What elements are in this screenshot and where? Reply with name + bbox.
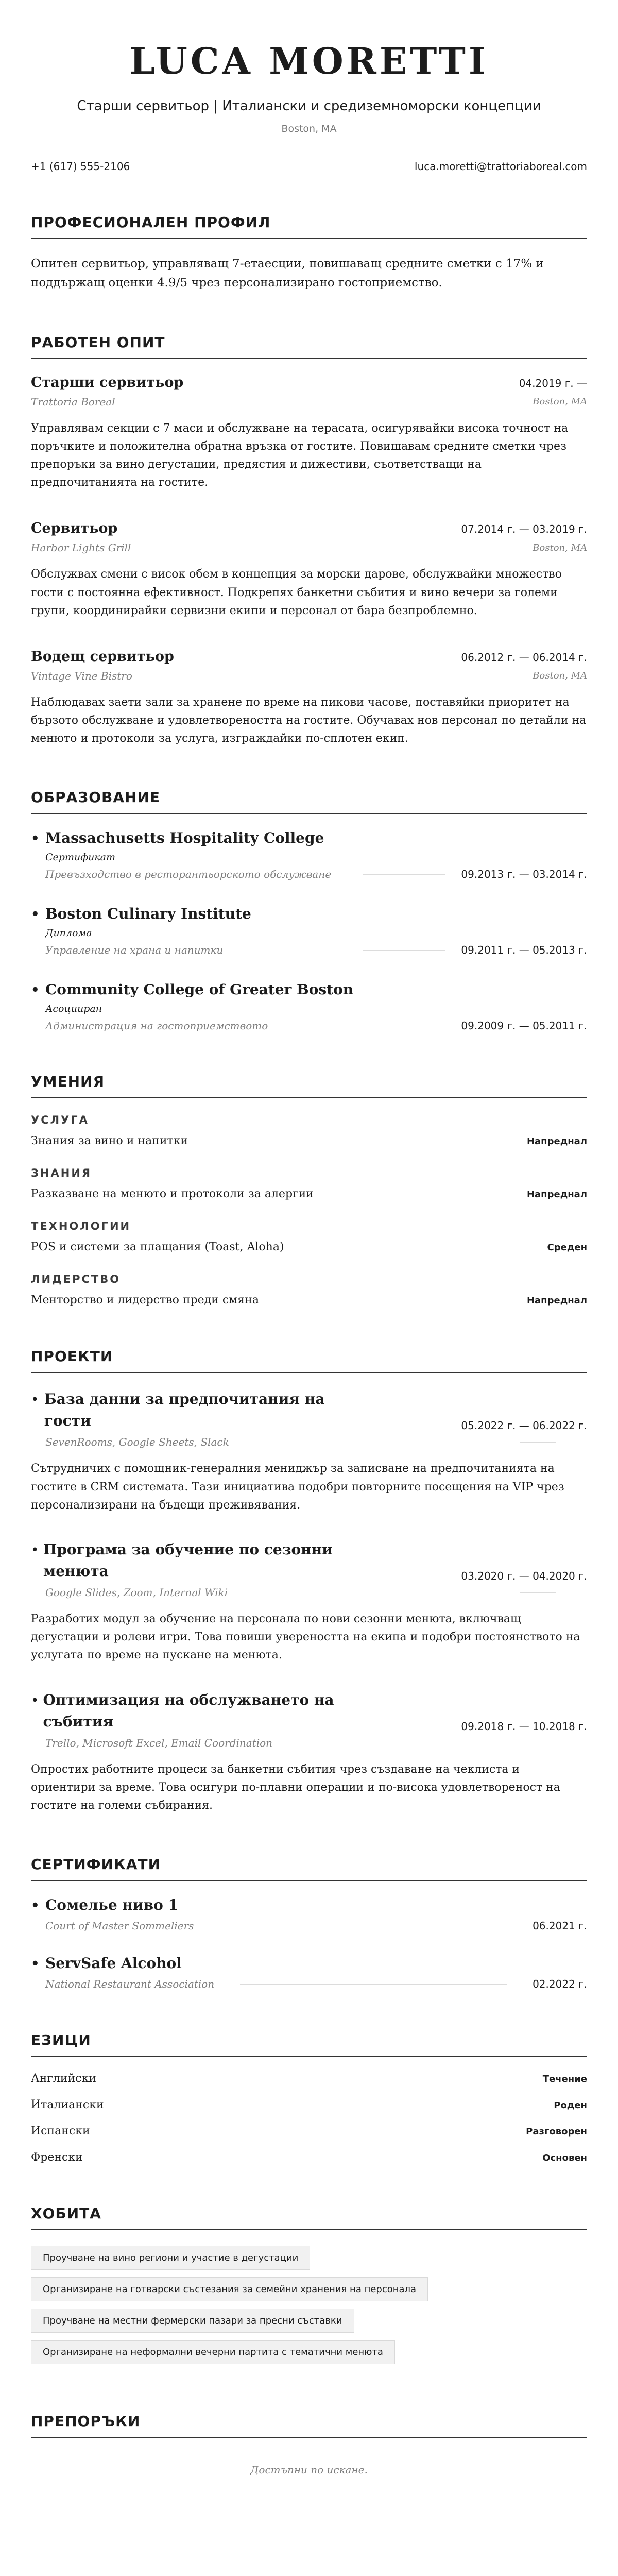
certificate-name: ServSafe Alcohol bbox=[45, 1955, 182, 1972]
project-item bbox=[31, 1388, 587, 1514]
field-of-study: Превъзходство в ресторантьорското обслужване bbox=[45, 868, 332, 881]
bullet-icon: • bbox=[31, 1956, 40, 1972]
job-title: Старши сервитьор bbox=[31, 374, 184, 391]
hobby-tags bbox=[31, 2246, 587, 2371]
language-name: Английски bbox=[31, 2072, 96, 2086]
divider bbox=[244, 401, 502, 402]
project-dates: 09.2018 г. — 10.2018 г. bbox=[461, 1720, 587, 1733]
language-level: Течение bbox=[542, 2074, 587, 2085]
skill-name: Знания за вино и напитки bbox=[31, 1134, 188, 1148]
project-item bbox=[31, 1539, 587, 1665]
section-title: ПРОФЕСИОНАЛЕН ПРОФИЛ bbox=[31, 214, 587, 239]
experience-item bbox=[31, 375, 587, 492]
skill-group bbox=[31, 1220, 587, 1253]
headline: Старши сервитьор | Италиански и средиземноморски концепции bbox=[77, 98, 541, 114]
section-title: ЕЗИЦИ bbox=[31, 2031, 587, 2057]
divider bbox=[363, 874, 445, 875]
bullet-icon: • bbox=[31, 1898, 40, 1914]
project-name: Програма за обучение по сезонни менюта bbox=[43, 1541, 333, 1580]
certificate-name: Сомелье ниво 1 bbox=[45, 1896, 179, 1914]
education-item bbox=[31, 905, 587, 956]
skill-group bbox=[31, 1167, 587, 1200]
language-name: Френски bbox=[31, 2151, 83, 2164]
profile-text: Опитен сервитьор, управляващ 7-етаесции, повишаващ средните сметки с 17% и поддържащ оценки 4.9/5 чрез персонализирано гостоприемство. bbox=[31, 257, 544, 290]
project-description: Разработих модул за обучение на персонала по нови сезонни менюта, включващ дегустации и ролеви игри. Това повиши увереността на екипа и подобри постоянството на услугата по време на пускане на менюта. bbox=[31, 1613, 580, 1662]
skill-category: ЛИДЕРСТВО bbox=[31, 1273, 121, 1286]
email: luca.moretti@trattoriaboreal.com bbox=[414, 160, 587, 173]
job-description: Обслужвах смени с висок обем в концепция за морски дарове, обслужвайки множество гости с постоянна ефективност. Подкрепях банкетни събития и вино вечери за големи групи, координирайки сервизни екипи и персонал от бара безпроблемно. bbox=[31, 568, 562, 617]
divider bbox=[520, 1442, 556, 1443]
certificates-section bbox=[31, 1856, 587, 1990]
school-name: Massachusetts Hospitality College bbox=[45, 829, 324, 847]
certificate-item bbox=[31, 1955, 587, 1990]
project-name: База данни за предпочитания на гости bbox=[44, 1391, 325, 1430]
job-location: Boston, MA bbox=[533, 670, 587, 682]
divider bbox=[261, 675, 502, 676]
certificate-item bbox=[31, 1896, 587, 1932]
hobby-tag: Организиране на готварски състезания за семейни хранения на персонала bbox=[31, 2277, 428, 2301]
experience-item bbox=[31, 649, 587, 748]
field-of-study: Администрация на гостоприемството bbox=[45, 1020, 268, 1032]
certificate-date: 02.2022 г. bbox=[533, 1978, 587, 1991]
language-level: Разговорен bbox=[526, 2126, 587, 2138]
languages-section bbox=[31, 2031, 587, 2164]
job-dates: 07.2014 г. — 03.2019 г. bbox=[461, 523, 587, 536]
divider bbox=[363, 1025, 445, 1026]
experience-item bbox=[31, 520, 587, 620]
divider bbox=[520, 1742, 556, 1743]
degree: Диплома bbox=[45, 927, 92, 939]
job-title: Сервитьор bbox=[31, 520, 118, 537]
company-name: Vintage Vine Bistro bbox=[31, 669, 132, 682]
skill-group bbox=[31, 1273, 587, 1307]
language-row bbox=[31, 2098, 587, 2111]
certificate-issuer: National Restaurant Association bbox=[45, 1978, 215, 1991]
project-tech: SevenRooms, Google Sheets, Slack bbox=[45, 1436, 229, 1449]
company-name: Trattoria Boreal bbox=[31, 395, 115, 408]
project-name: Оптимизация на обслужването на събития bbox=[43, 1691, 334, 1730]
education-dates: 09.2011 г. — 05.2013 г. bbox=[461, 944, 587, 957]
project-dates: 05.2022 г. — 06.2022 г. bbox=[461, 1419, 587, 1432]
job-location: Boston, MA bbox=[533, 396, 587, 408]
skill-level: Напреднал bbox=[526, 1189, 587, 1200]
skill-name: Менторство и лидерство преди смяна bbox=[31, 1294, 259, 1307]
section-title: ОБРАЗОВАНИЕ bbox=[31, 789, 587, 814]
phone: +1 (617) 555-2106 bbox=[31, 160, 130, 173]
divider bbox=[260, 547, 502, 548]
references-section bbox=[31, 2413, 587, 2476]
hobby-tag: Проучване на местни фермерски пазари за пресни съставки bbox=[31, 2309, 354, 2333]
degree: Асоцииран bbox=[45, 1003, 102, 1015]
language-level: Основен bbox=[542, 2153, 587, 2164]
skills-section bbox=[31, 1073, 587, 1307]
bullet-icon: • bbox=[31, 907, 40, 923]
hobbies-section bbox=[31, 2205, 587, 2371]
divider bbox=[240, 1984, 507, 1985]
bullet-icon: • bbox=[31, 831, 40, 847]
bullet-icon: • bbox=[31, 1692, 39, 1708]
contact-row bbox=[31, 160, 587, 173]
education-item bbox=[31, 981, 587, 1032]
section-title: УМЕНИЯ bbox=[31, 1073, 587, 1098]
project-tech: Trello, Microsoft Excel, Email Coordination bbox=[45, 1736, 273, 1749]
skill-group bbox=[31, 1114, 587, 1147]
bullet-icon: • bbox=[31, 1392, 39, 1408]
education-item bbox=[31, 829, 587, 880]
section-title: СЕРТИФИКАТИ bbox=[31, 1856, 587, 1881]
skill-category: УСЛУГА bbox=[31, 1114, 89, 1127]
section-title: ХОБИТА bbox=[31, 2205, 587, 2230]
language-level: Роден bbox=[554, 2100, 587, 2111]
education-dates: 09.2009 г. — 05.2011 г. bbox=[461, 1020, 587, 1032]
job-dates: 04.2019 г. — bbox=[519, 377, 587, 389]
project-dates: 03.2020 г. — 04.2020 г. bbox=[461, 1570, 587, 1583]
job-description: Наблюдавах заети зали за хранене по време на пикови часове, поставяйки приоритет на бързото обслужване и удовлетвореността на гостите. Обучавах нов персонал по детайли на менюто и протоколи за услуга, изграждайки по-сплотен екип. bbox=[31, 696, 587, 745]
divider bbox=[219, 1925, 507, 1926]
skill-name: POS и системи за плащания (Toast, Aloha) bbox=[31, 1241, 284, 1254]
projects-section bbox=[31, 1348, 587, 1815]
skill-category: ТЕХНОЛОГИИ bbox=[31, 1220, 131, 1233]
certificate-issuer: Court of Master Sommeliers bbox=[45, 1920, 194, 1933]
divider bbox=[363, 950, 445, 951]
section-title: ПРОЕКТИ bbox=[31, 1348, 587, 1373]
resume-page bbox=[31, 0, 587, 2507]
skill-name: Разказване на менюто и протоколи за алергии bbox=[31, 1188, 314, 1201]
language-row bbox=[31, 2072, 587, 2085]
school-name: Boston Culinary Institute bbox=[45, 905, 251, 923]
section-title: ПРЕПОРЪКИ bbox=[31, 2413, 587, 2438]
education-dates: 09.2013 г. — 03.2014 г. bbox=[461, 868, 587, 881]
education-section bbox=[31, 789, 587, 1032]
certificate-date: 06.2021 г. bbox=[533, 1920, 587, 1933]
school-name: Community College of Greater Boston bbox=[45, 981, 354, 998]
section-title: РАБОТЕН ОПИТ bbox=[31, 334, 587, 359]
bullet-icon: • bbox=[31, 982, 40, 998]
bullet-icon: • bbox=[31, 1543, 39, 1558]
degree: Сертификат bbox=[45, 852, 115, 863]
job-dates: 06.2012 г. — 06.2014 г. bbox=[461, 651, 587, 664]
language-name: Италиански bbox=[31, 2098, 104, 2112]
field-of-study: Управление на храна и напитки bbox=[45, 944, 224, 957]
skill-level: Среден bbox=[547, 1242, 587, 1253]
language-name: Испански bbox=[31, 2125, 90, 2138]
job-location: Boston, MA bbox=[533, 542, 587, 553]
references-note: Достъпни по искане. bbox=[250, 2464, 368, 2477]
language-row bbox=[31, 2151, 587, 2164]
project-item bbox=[31, 1689, 587, 1815]
skill-level: Напреднал bbox=[526, 1136, 587, 1147]
skill-level: Напреднал bbox=[526, 1295, 587, 1307]
job-title: Водещ сервитьор bbox=[31, 648, 174, 665]
language-row bbox=[31, 2125, 587, 2138]
profile-section bbox=[31, 214, 587, 293]
job-description: Управлявам секции с 7 маси и обслужване на терасата, осигурявайки висока точност на поръчките и положителна обратна връзка от гостите. Повишавам средните сметки чрез препоръки за вино дегустации, предястия и дижестиви, съответстващи на предпочитанията на гостите. bbox=[31, 421, 569, 489]
company-name: Harbor Lights Grill bbox=[31, 541, 131, 554]
skill-category: ЗНАНИЯ bbox=[31, 1167, 92, 1180]
experience-section bbox=[31, 334, 587, 748]
project-description: Сътрудничих с помощник-генералния мениджър за записване на предпочитанията на гостите в CRM системата. Тази инициатива подобри повторните посещения на VIP чрез персонализирани на бъдещи преживявания. bbox=[31, 1462, 564, 1512]
project-description: Опростих работните процеси за банкетни събития чрез създаване на чеклиста и ориентири за време. Това осигури по-плавни операции и по-висока удовлетвореност на гостите на големи събирания. bbox=[31, 1762, 560, 1812]
candidate-name: LUCA MORETTI bbox=[129, 40, 489, 82]
hobby-tag: Организиране на неформални вечерни партита с тематични менюта bbox=[31, 2340, 395, 2364]
hobby-tag: Проучване на вино региони и участие в дегустации bbox=[31, 2246, 310, 2270]
divider bbox=[520, 1592, 556, 1593]
location: Boston, MA bbox=[281, 123, 337, 134]
project-tech: Google Slides, Zoom, Internal Wiki bbox=[45, 1586, 228, 1599]
